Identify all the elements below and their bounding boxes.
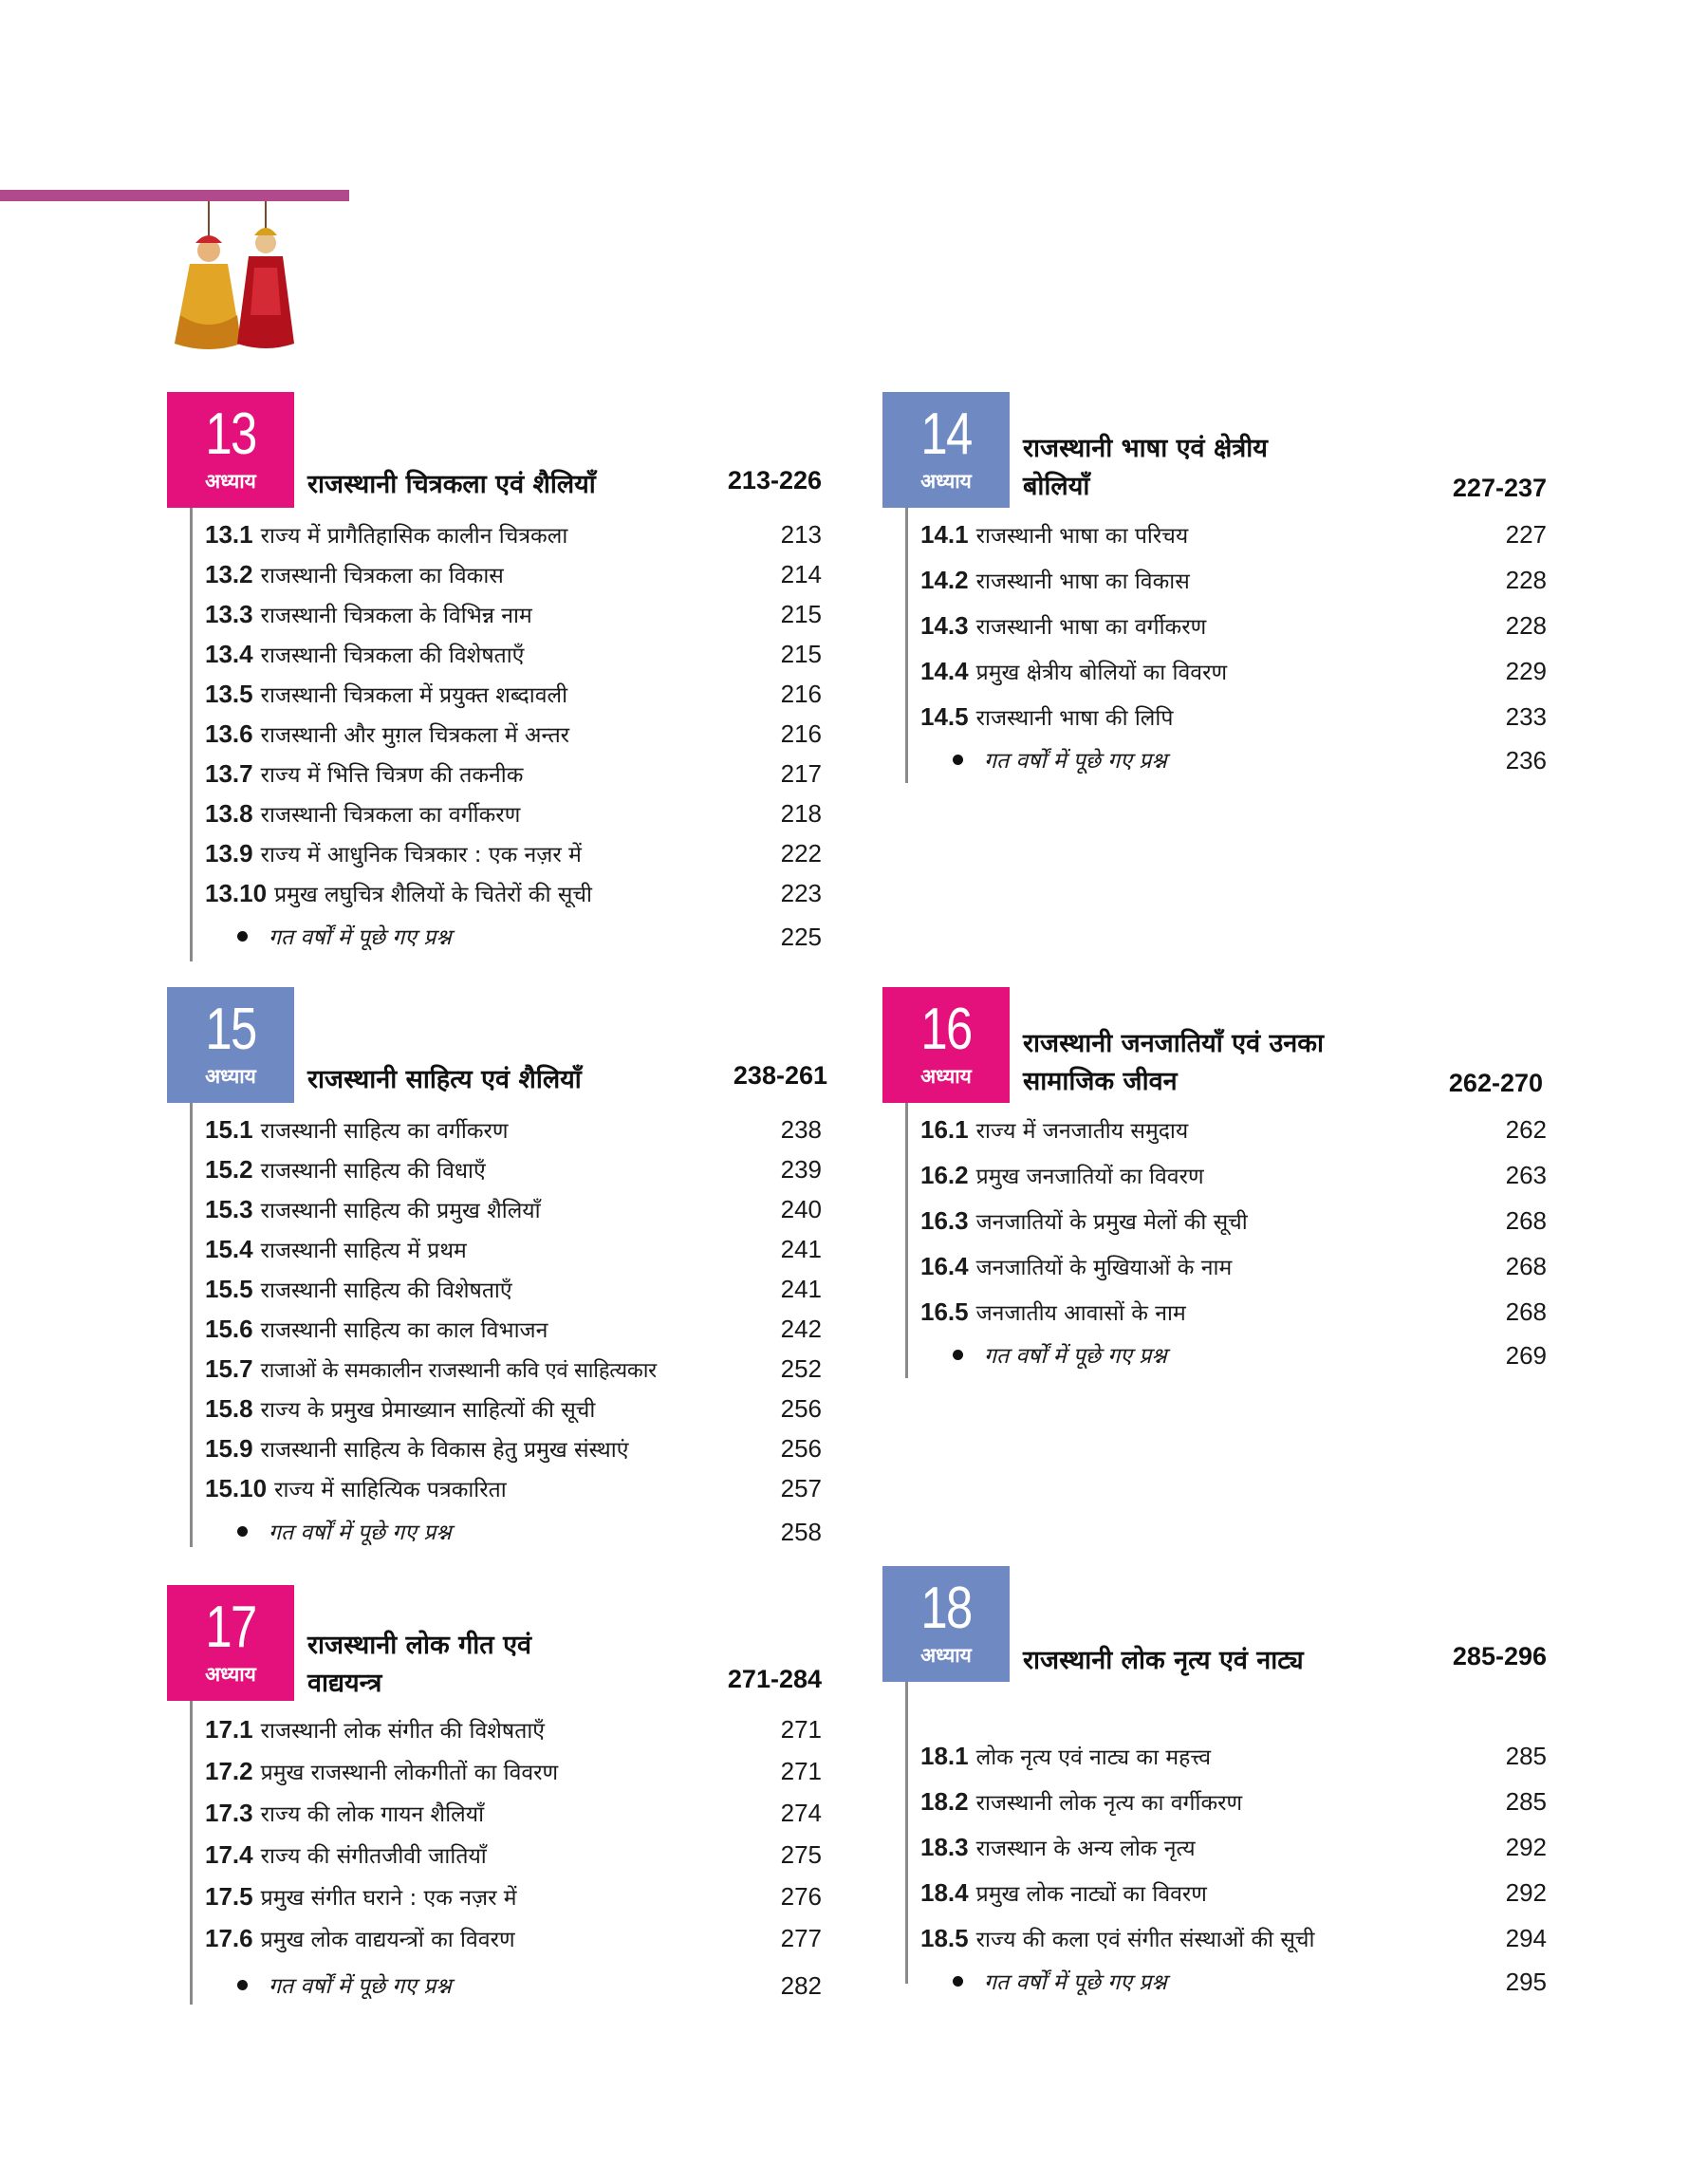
toc-entry[interactable]: 13.7 राज्य में भित्ति चित्रण की तकनीक 217 bbox=[205, 759, 822, 788]
bullet-icon bbox=[953, 1976, 963, 1987]
bullet-icon bbox=[237, 1980, 248, 1990]
toc-entry[interactable]: 15.9 राजस्थानी साहित्य के विकास हेतु प्रमुख संस्थाएं 256 bbox=[205, 1434, 822, 1463]
toc-entry[interactable]: 13.6 राजस्थानी और मुग़ल चित्रकला में अन्तर 216 bbox=[205, 719, 822, 748]
toc-entry[interactable]: 18.3 राजस्थान के अन्य लोक नृत्य 292 bbox=[920, 1833, 1547, 1861]
toc-entry[interactable]: 14.2 राजस्थानी भाषा का विकास 228 bbox=[920, 566, 1547, 594]
chapter-label: अध्याय bbox=[920, 470, 972, 493]
bullet-icon bbox=[953, 755, 963, 765]
puppets-illustration bbox=[167, 201, 319, 353]
chapter-number: 16 bbox=[920, 997, 972, 1062]
toc-entry[interactable]: 18.2 राजस्थानी लोक नृत्य का वर्गीकरण 285 bbox=[920, 1787, 1547, 1816]
chapter-label: अध्याय bbox=[920, 1644, 972, 1667]
toc-entry[interactable]: 15.2 राजस्थानी साहित्य की विधाएँ 239 bbox=[205, 1155, 822, 1184]
toc-bullet-entry[interactable]: गत वर्षों में पूछे गए प्रश्न 258 bbox=[205, 1513, 452, 1551]
toc-entry[interactable]: 14.3 राजस्थानी भाषा का वर्गीकरण 228 bbox=[920, 611, 1547, 640]
toc-entry[interactable]: 15.3 राजस्थानी साहित्य की प्रमुख शैलियाँ 240 bbox=[205, 1195, 822, 1223]
chapter-rule bbox=[190, 1701, 193, 2005]
chapter-number: 13 bbox=[205, 401, 256, 467]
chapter-title: राजस्थानी लोक नृत्य एवं नाट्य bbox=[1023, 1646, 1304, 1675]
toc-entry[interactable]: 16.5 जनजातीय आवासों के नाम 268 bbox=[920, 1297, 1547, 1326]
chapter-number: 15 bbox=[205, 997, 256, 1062]
toc-entry[interactable]: 17.2 प्रमुख राजस्थानी लोकगीतों का विवरण 271 bbox=[205, 1757, 822, 1785]
chapter-title-line-1: राजस्थानी लोक गीत एवं bbox=[307, 1631, 532, 1660]
chapter-17-badge bbox=[167, 1585, 294, 1701]
chapter-title-line-1: राजस्थानी जनजातियाँ एवं उनका bbox=[1023, 1029, 1324, 1058]
toc-entry[interactable]: 16.2 प्रमुख जनजातियों का विवरण 263 bbox=[920, 1161, 1547, 1189]
toc-bullet-entry[interactable]: गत वर्षों में पूछे गए प्रश्न 225 bbox=[205, 918, 452, 956]
toc-entry[interactable]: 13.9 राज्य में आधुनिक चित्रकार : एक नज़र में 222 bbox=[205, 839, 822, 868]
bullet-icon bbox=[953, 1350, 963, 1360]
toc-entry[interactable]: 14.1 राजस्थानी भाषा का परिचय 227 bbox=[920, 520, 1547, 549]
toc-entry[interactable]: 18.1 लोक नृत्य एवं नाट्य का महत्त्व 285 bbox=[920, 1742, 1547, 1770]
chapter-13 bbox=[167, 392, 831, 952]
toc-entry[interactable]: 13.2 राजस्थानी चित्रकला का विकास 214 bbox=[205, 560, 822, 588]
toc-bullet-entry[interactable]: गत वर्षों में पूछे गए प्रश्न 269 bbox=[920, 1336, 1167, 1374]
toc-entry[interactable]: 13.1 राज्य में प्रागैतिहासिक कालीन चित्रकला 213 bbox=[205, 520, 822, 549]
chapter-rule bbox=[905, 1682, 908, 1984]
chapter-number: 17 bbox=[205, 1595, 256, 1660]
chapter-18-badge bbox=[882, 1566, 1010, 1682]
chapter-title-line-2: सामाजिक जीवन bbox=[1023, 1067, 1178, 1096]
toc-entry[interactable]: 16.3 जनजातियों के प्रमुख मेलों की सूची 268 bbox=[920, 1206, 1547, 1235]
toc-entry[interactable]: 16.4 जनजातियों के मुखियाओं के नाम 268 bbox=[920, 1252, 1547, 1280]
toc-entry[interactable]: 13.10 प्रमुख लघुचित्र शैलियों के चितेरों की सूची 223 bbox=[205, 879, 822, 907]
chapter-16 bbox=[882, 987, 1547, 1386]
toc-entry[interactable]: 13.8 राजस्थानी चित्रकला का वर्गीकरण 218 bbox=[205, 799, 822, 828]
chapter-16-badge bbox=[882, 987, 1010, 1103]
toc-entry[interactable]: 14.4 प्रमुख क्षेत्रीय बोलियों का विवरण 229 bbox=[920, 657, 1547, 685]
chapter-label: अध्याय bbox=[205, 470, 256, 493]
toc-entry[interactable]: 14.5 राजस्थानी भाषा की लिपि 233 bbox=[920, 702, 1547, 731]
chapter-15 bbox=[167, 987, 831, 1557]
chapter-page-range: 238-261 bbox=[733, 1061, 827, 1090]
toc-entry[interactable]: 17.3 राज्य की लोक गायन शैलियाँ 274 bbox=[205, 1799, 822, 1827]
chapter-13-badge bbox=[167, 392, 294, 508]
toc-entry[interactable]: 15.1 राजस्थानी साहित्य का वर्गीकरण 238 bbox=[205, 1115, 822, 1144]
chapter-page-range: 262-270 bbox=[1448, 1069, 1543, 1097]
chapter-page-range: 227-237 bbox=[1452, 474, 1547, 502]
chapter-rule bbox=[190, 508, 193, 961]
toc-entry[interactable]: 13.4 राजस्थानी चित्रकला की विशेषताएँ 215 bbox=[205, 640, 822, 668]
chapter-number: 14 bbox=[920, 401, 972, 467]
toc-bullet-entry[interactable]: गत वर्षों में पूछे गए प्रश्न 295 bbox=[920, 1963, 1167, 2001]
chapter-page-range: 271-284 bbox=[727, 1665, 822, 1693]
chapter-18 bbox=[882, 1566, 1547, 1996]
toc-entry[interactable]: 13.3 राजस्थानी चित्रकला के विभिन्न नाम 215 bbox=[205, 600, 822, 628]
toc-entry[interactable]: 17.6 प्रमुख लोक वाद्ययन्त्रों का विवरण 277 bbox=[205, 1924, 822, 1952]
toc-bullet-entry[interactable]: गत वर्षों में पूछे गए प्रश्न 236 bbox=[920, 741, 1167, 779]
chapter-14 bbox=[882, 392, 1547, 791]
toc-entry[interactable]: 15.5 राजस्थानी साहित्य की विशेषताएँ 241 bbox=[205, 1275, 822, 1303]
chapter-title: राजस्थानी चित्रकला एवं शैलियाँ bbox=[307, 470, 596, 499]
chapter-label: अध्याय bbox=[920, 1065, 972, 1088]
toc-entry[interactable]: 17.4 राज्य की संगीतजीवी जातियाँ 275 bbox=[205, 1840, 822, 1869]
chapter-rule bbox=[190, 1103, 193, 1547]
toc-entry[interactable]: 17.1 राजस्थानी लोक संगीत की विशेषताएँ 271 bbox=[205, 1715, 822, 1744]
chapter-label: अध्याय bbox=[205, 1663, 256, 1686]
toc-entry[interactable]: 15.8 राज्य के प्रमुख प्रेमाख्यान साहित्यों की सूची 256 bbox=[205, 1394, 822, 1423]
chapter-title-line-2: वाद्ययन्त्र bbox=[307, 1669, 382, 1698]
toc-entry[interactable]: 16.1 राज्य में जनजातीय समुदाय 262 bbox=[920, 1115, 1547, 1144]
chapter-title-line-2: बोलियाँ bbox=[1023, 472, 1090, 501]
chapter-rule bbox=[905, 1103, 908, 1378]
toc-entry[interactable]: 18.5 राज्य की कला एवं संगीत संस्थाओं की सूची 294 bbox=[920, 1924, 1547, 1952]
toc-entry[interactable]: 18.4 प्रमुख लोक नाट्यों का विवरण 292 bbox=[920, 1878, 1547, 1907]
toc-entry[interactable]: 15.7 राजाओं के समकालीन राजस्थानी कवि एवं साहित्यकार 252 bbox=[205, 1354, 822, 1383]
chapter-number: 18 bbox=[920, 1576, 972, 1641]
chapter-page-range: 213-226 bbox=[727, 466, 822, 494]
chapter-14-badge bbox=[882, 392, 1010, 508]
chapter-title: राजस्थानी साहित्य एवं शैलियाँ bbox=[307, 1065, 582, 1094]
bullet-icon bbox=[237, 1526, 248, 1537]
toc-entry[interactable]: 17.5 प्रमुख संगीत घराने : एक नज़र में 276 bbox=[205, 1882, 822, 1911]
chapter-15-badge bbox=[167, 987, 294, 1103]
chapter-title-line-1: राजस्थानी भाषा एवं क्षेत्रीय bbox=[1023, 434, 1268, 463]
toc-entry[interactable]: 15.6 राजस्थानी साहित्य का काल विभाजन 242 bbox=[205, 1315, 822, 1343]
bullet-icon bbox=[237, 931, 248, 942]
chapter-label: अध्याय bbox=[205, 1065, 256, 1088]
toc-bullet-entry[interactable]: गत वर्षों में पूछे गए प्रश्न 282 bbox=[205, 1967, 452, 2005]
chapter-17 bbox=[167, 1585, 831, 2022]
chapter-page-range: 285-296 bbox=[1452, 1642, 1547, 1670]
toc-entry[interactable]: 13.5 राजस्थानी चित्रकला में प्रयुक्त शब्दावली 216 bbox=[205, 680, 822, 708]
toc-entry[interactable]: 15.4 राजस्थानी साहित्य में प्रथम 241 bbox=[205, 1235, 822, 1263]
top-accent-bar bbox=[0, 190, 349, 201]
toc-entry[interactable]: 15.10 राज्य में साहित्यिक पत्रकारिता 257 bbox=[205, 1474, 822, 1502]
chapter-rule bbox=[905, 508, 908, 783]
